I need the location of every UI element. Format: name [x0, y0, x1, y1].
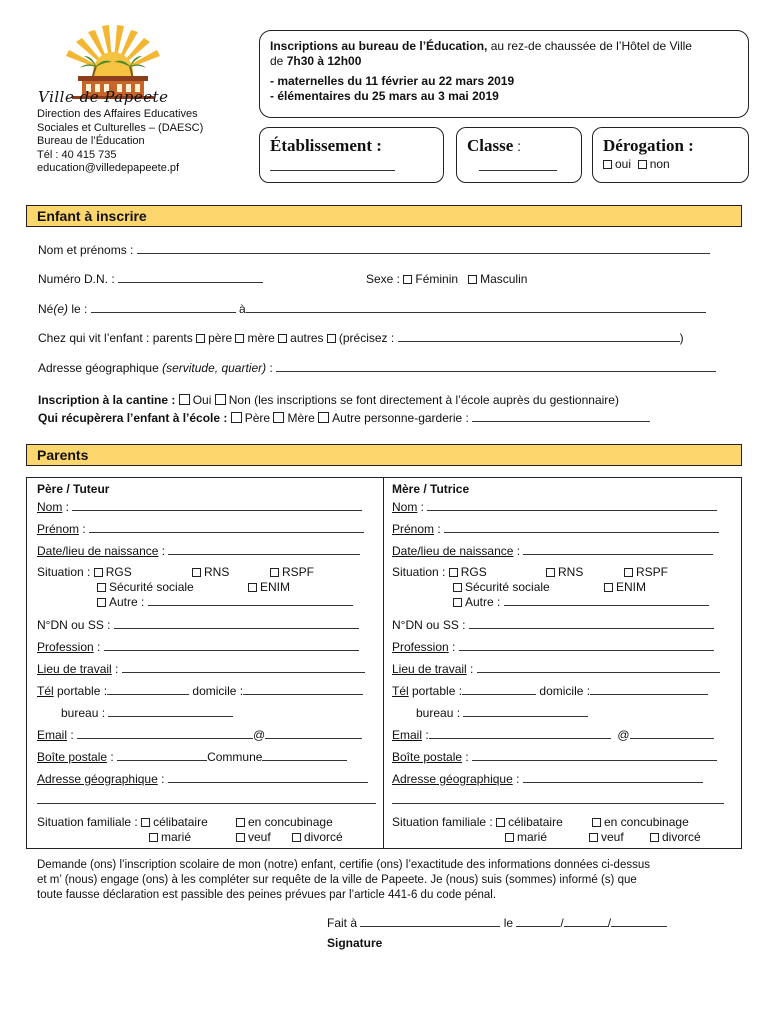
mere-enim-label: ENIM [616, 580, 646, 594]
cantine-non-checkbox[interactable] [215, 394, 226, 405]
pere-prenom-field[interactable] [89, 522, 364, 533]
mere-autre-field[interactable] [504, 595, 709, 606]
pere-rgs-label: RGS [105, 565, 132, 579]
pere-email-label: Email [37, 728, 68, 742]
chez-pere-label: père [208, 331, 233, 345]
pere-adresse-field[interactable] [168, 772, 368, 783]
mere-divorce-checkbox[interactable] [650, 833, 659, 842]
pere-lieu-travail-label: Lieu de travail [37, 662, 112, 676]
dept-line: Sociales et Culturelles – (DAESC) [37, 121, 204, 134]
recuperera-label: Qui récupèrera l’enfant à l’école : [38, 411, 228, 425]
pere-nom-label: Nom [37, 500, 63, 514]
pere-profession-field[interactable] [104, 640, 359, 651]
recuperera-row [38, 411, 650, 426]
pere-adresse-label: Adresse géographique [37, 772, 158, 786]
pere-sitfam-label: Situation familiale : [37, 815, 138, 829]
sexe-label: Sexe : [366, 272, 401, 286]
lieu-naissance-field[interactable] [246, 302, 706, 313]
cantine-label: Inscription à la cantine : [38, 393, 176, 407]
cantine-row [38, 393, 619, 408]
pere-commune-label: Commune [207, 750, 263, 764]
mere-email-label: Email [392, 728, 423, 742]
chez-autres-checkbox[interactable] [278, 334, 287, 343]
pere-tel-label: Tél [37, 684, 54, 698]
adresse-field[interactable] [276, 361, 716, 372]
precisez-checkbox[interactable] [327, 334, 336, 343]
ne-label: Né [38, 302, 54, 316]
mere-nom-field[interactable] [427, 500, 717, 511]
pere-ndn-field[interactable] [114, 618, 359, 629]
adresse-row [38, 361, 716, 376]
signature-label: Signature [327, 936, 383, 950]
nom-prenoms-label: Nom et prénoms : [38, 243, 134, 257]
chez-mere-label: mère [247, 331, 275, 345]
pere-bureau-field[interactable] [108, 706, 233, 717]
pere-rns-label: RNS [204, 565, 230, 579]
declaration-line-1: Demande (ons) l’inscription scolaire de mon (notre) enfant, certifie (ons) l’exactitude des informations données ci-dessus [37, 859, 650, 871]
derogation-non-label: non [649, 157, 670, 171]
pere-securite-checkbox[interactable] [97, 583, 106, 592]
cantine-oui-checkbox[interactable] [179, 394, 190, 405]
info-maternelles: - maternelles du 11 février au 22 mars 2019 [270, 74, 515, 88]
pere-email-at: @ [253, 728, 266, 742]
fait-a-field[interactable] [360, 916, 500, 927]
derogation-box [592, 127, 749, 183]
pere-marie-checkbox[interactable] [149, 833, 158, 842]
pere-rspf-label: RSPF [282, 565, 315, 579]
etablissement-field[interactable] [270, 170, 395, 171]
mere-enim-checkbox[interactable] [604, 583, 613, 592]
cantine-oui-label: Oui [192, 393, 212, 407]
pere-marie-label: marié [161, 830, 192, 844]
mere-rspf-checkbox[interactable] [624, 568, 633, 577]
mere-adresse-field[interactable] [523, 772, 703, 783]
logo-script-text: Ville de Papeete [38, 88, 169, 106]
mere-domicile-label: domicile : [539, 684, 591, 698]
mere-celibataire-label: célibataire [508, 815, 563, 829]
recup-autre-checkbox[interactable] [318, 412, 329, 423]
mere-rns-label: RNS [558, 565, 584, 579]
mere-bureau-label: bureau : [416, 706, 461, 720]
mere-ndn-field[interactable] [469, 618, 714, 629]
mere-prenom-label: Prénom [392, 522, 435, 536]
recup-pere-checkbox[interactable] [231, 412, 242, 423]
pere-lieu-travail-field[interactable] [122, 662, 365, 673]
mere-marie-label: marié [517, 830, 548, 844]
numero-dn-field[interactable] [118, 272, 263, 283]
mere-domicile-field[interactable] [590, 684, 708, 695]
pere-date-lieu-field[interactable] [168, 544, 360, 555]
pere-celibataire-checkbox[interactable] [141, 818, 150, 827]
mere-lieu-travail-field[interactable] [477, 662, 720, 673]
mere-divorce-label: divorcé [662, 830, 701, 844]
mere-autre-label: Autre : [465, 595, 501, 609]
pere-bp-label: Boîte postale [37, 750, 108, 764]
pere-profession-label: Profession [37, 640, 94, 654]
mere-prenom-field[interactable] [444, 522, 719, 533]
pere-celibataire-label: célibataire [153, 815, 208, 829]
date-year-field[interactable] [611, 916, 667, 927]
mere-bureau-field[interactable] [463, 706, 588, 717]
mere-portable-field[interactable] [462, 684, 536, 695]
mere-profession-field[interactable] [459, 640, 714, 651]
mere-ndn-label: N°DN ou SS : [392, 618, 466, 632]
mere-securite-label: Sécurité sociale [465, 580, 550, 594]
fait-a-label: Fait à [327, 916, 358, 930]
pere-securite-label: Sécurité sociale [109, 580, 194, 594]
etablissement-box [259, 127, 444, 183]
dept-email: education@villedepapeete.pf [37, 162, 180, 174]
fait-a-row: Fait à le / / [327, 916, 667, 931]
date-day-field[interactable] [516, 916, 560, 927]
mere-portable-label: portable [408, 684, 459, 698]
adresse-hint: (servitude, quartier) [162, 361, 267, 375]
pere-autre-field[interactable] [148, 595, 353, 606]
declaration-line-2: et m’ (nous) engage (ons) à les compléter sur requête de la ville de Papeete. Je (nous) suis (sommes) informé (s) que [37, 874, 637, 886]
pere-veuf-label: veuf [248, 830, 271, 844]
mere-profession-label: Profession [392, 640, 449, 654]
date-month-field[interactable] [564, 916, 608, 927]
feminin-checkbox[interactable] [403, 275, 412, 284]
pere-commune-field[interactable] [262, 750, 347, 761]
recup-autre-label: Autre personne-garderie : [332, 411, 469, 425]
recup-mere-label: Mère [287, 411, 315, 425]
pere-concubinage-checkbox[interactable] [236, 818, 245, 827]
nom-prenoms-row [38, 243, 710, 258]
dept-line: Tél : 40 415 735 [37, 148, 117, 161]
dept-line: Direction des Affaires Educatives [37, 108, 198, 120]
pere-enim-checkbox[interactable] [248, 583, 257, 592]
mere-autre-checkbox[interactable] [453, 598, 462, 607]
cantine-non-label: Non (les inscriptions se font directement à l’école auprès du gestionnaire) [228, 393, 619, 407]
adresse-colon: : [266, 361, 273, 375]
mere-nom-label: Nom [392, 500, 418, 514]
pere-portable-field[interactable] [107, 684, 189, 695]
derogation-non-checkbox[interactable] [638, 160, 647, 169]
mere-securite-checkbox[interactable] [453, 583, 462, 592]
mere-marie-checkbox[interactable] [505, 833, 514, 842]
mere-email-user-field[interactable] [429, 728, 611, 739]
ne-suffix: (e) [53, 302, 69, 316]
pere-concubinage-label: en concubinage [248, 815, 333, 829]
ne-le-label: le : [68, 302, 88, 316]
precisez-close: ) [679, 331, 684, 345]
mere-tel-label: Tél [392, 684, 409, 698]
mere-email-domain-field[interactable] [630, 728, 714, 739]
etablissement-label: Établissement : [270, 136, 382, 155]
mere-rspf-label: RSPF [636, 565, 669, 579]
derogation-oui-label: oui [615, 157, 632, 171]
chez-qui-label: Chez qui vit l’enfant : parents [38, 331, 193, 345]
pere-ndn-label: N°DN ou SS : [37, 618, 111, 632]
pere-email-user-field[interactable] [77, 728, 253, 739]
pere-situation-label: Situation : [37, 565, 91, 579]
pere-portable-label: portable [53, 684, 104, 698]
sexe-row [366, 272, 527, 287]
mere-date-lieu-field[interactable] [523, 544, 713, 555]
mere-title: Mère / Tutrice [392, 482, 470, 496]
date-naissance-field[interactable] [91, 302, 236, 313]
mere-adresse-label: Adresse géographique [392, 772, 513, 786]
pere-domicile-field[interactable] [243, 684, 363, 695]
dept-line: Bureau de l’Éducation [37, 135, 145, 147]
pere-bp-field[interactable] [117, 750, 207, 761]
pere-date-lieu-label: Date/lieu de naissance [37, 544, 159, 558]
adresse-label: Adresse géographique [38, 361, 163, 375]
mere-adresse-field-2[interactable] [392, 803, 724, 804]
recup-pere-label: Père [244, 411, 271, 425]
numero-dn-row [38, 272, 263, 287]
pere-divorce-label: divorcé [304, 830, 343, 844]
masculin-label: Masculin [480, 272, 528, 286]
classe-box [456, 127, 582, 183]
chez-autres-label: autres [290, 331, 324, 345]
info-title: Inscriptions au bureau de l’Éducation, [270, 39, 488, 53]
pere-rns-checkbox[interactable] [192, 568, 201, 577]
pere-adresse-field-2[interactable] [37, 803, 376, 804]
pere-nom-field[interactable] [72, 500, 362, 511]
precisez-label: (précisez : [338, 331, 395, 345]
info-hours-prefix: de [270, 54, 287, 68]
declaration-line-3: toute fausse déclaration est passible des peines prévues par l’article 441-6 du code pénal. [37, 889, 497, 901]
mere-rns-checkbox[interactable] [546, 568, 555, 577]
nom-prenoms-field[interactable] [137, 243, 710, 254]
derogation-oui-checkbox[interactable] [603, 160, 612, 169]
pere-divorce-checkbox[interactable] [292, 833, 301, 842]
parents-divider [383, 477, 384, 849]
mere-concubinage-label: en concubinage [604, 815, 689, 829]
pere-domicile-label: domicile : [192, 684, 244, 698]
masculin-checkbox[interactable] [468, 275, 477, 284]
registration-info-box [259, 30, 749, 118]
mere-rgs-label: RGS [460, 565, 487, 579]
recup-autre-field[interactable] [472, 411, 650, 422]
mere-veuf-label: veuf [601, 830, 624, 844]
section-parents-header: Parents [26, 444, 742, 466]
pere-veuf-checkbox[interactable] [236, 833, 245, 842]
le-label: le [503, 916, 514, 930]
classe-colon: : [513, 138, 522, 154]
numero-dn-label: Numéro D.N. : [38, 272, 115, 286]
feminin-label: Féminin [415, 272, 459, 286]
pere-autre-checkbox[interactable] [97, 598, 106, 607]
classe-field[interactable] [479, 170, 557, 171]
pere-rgs-checkbox[interactable] [94, 568, 103, 577]
info-elementaires: - élémentaires du 25 mars au 3 mai 2019 [270, 89, 499, 103]
mere-lieu-travail-label: Lieu de travail [392, 662, 467, 676]
department-contact [37, 108, 203, 176]
mere-veuf-checkbox[interactable] [589, 833, 598, 842]
pere-bureau-label: bureau : [61, 706, 106, 720]
precisez-field[interactable] [398, 331, 680, 342]
section-enfant-header: Enfant à inscrire [26, 205, 742, 227]
mere-concubinage-checkbox[interactable] [592, 818, 601, 827]
mere-bp-field[interactable] [472, 750, 717, 761]
mere-situation-label: Situation : [392, 565, 446, 579]
mere-sitfam-label: Situation familiale : [392, 815, 493, 829]
mere-date-lieu-label: Date/lieu de naissance [392, 544, 514, 558]
mere-rgs-checkbox[interactable] [449, 568, 458, 577]
pere-autre-label: Autre : [109, 595, 145, 609]
lieu-label: à [239, 302, 246, 316]
pere-email-domain-field[interactable] [265, 728, 362, 739]
mere-bp-label: Boîte postale [392, 750, 463, 764]
pere-title: Père / Tuteur [37, 482, 110, 496]
info-location: au rez-de chaussée de l’Hôtel de Ville [487, 39, 692, 53]
pere-rspf-checkbox[interactable] [270, 568, 279, 577]
mere-email-at: @ [617, 728, 630, 742]
chez-mere-checkbox[interactable] [235, 334, 244, 343]
derogation-label: Dérogation : [603, 136, 694, 155]
pere-prenom-label: Prénom [37, 522, 80, 536]
classe-label: Classe [467, 136, 514, 155]
naissance-row [38, 302, 706, 317]
info-hours: 7h30 à 12h00 [286, 54, 362, 68]
recup-mere-checkbox[interactable] [273, 412, 284, 423]
chez-pere-checkbox[interactable] [196, 334, 205, 343]
pere-enim-label: ENIM [260, 580, 290, 594]
chez-qui-row [38, 331, 684, 346]
mere-celibataire-checkbox[interactable] [496, 818, 505, 827]
